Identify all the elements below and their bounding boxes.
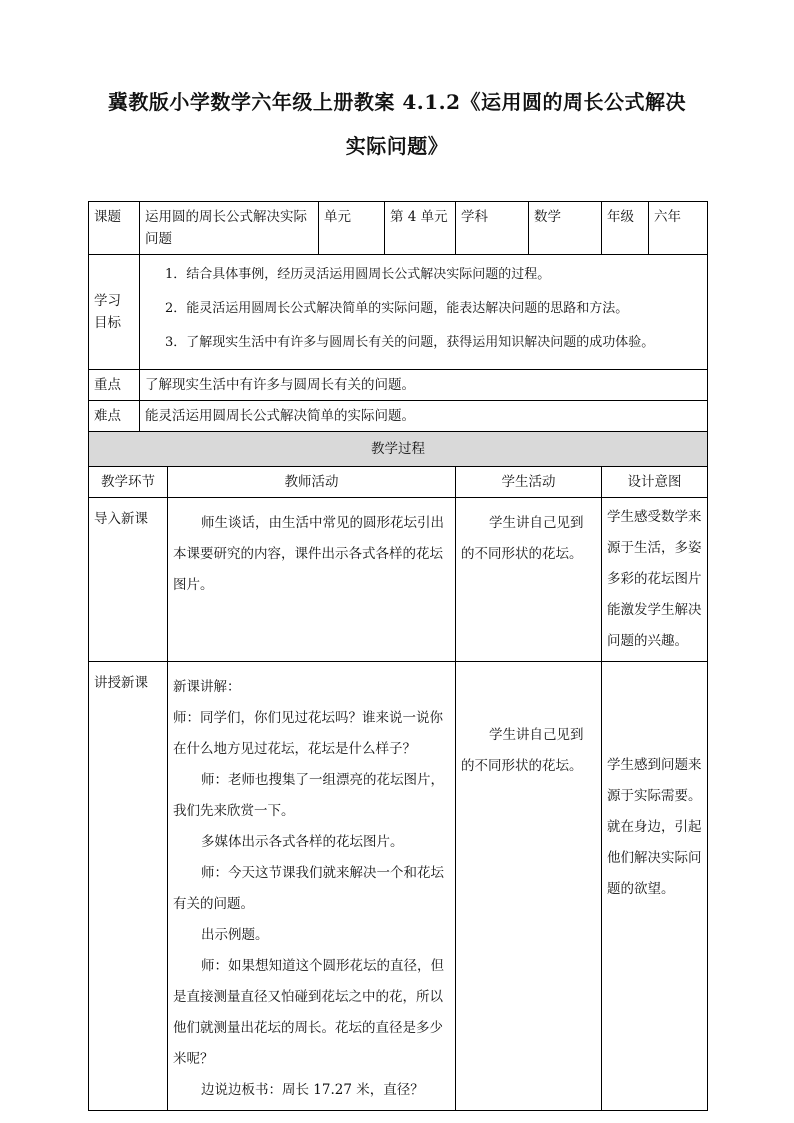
design-intent-text: 学生感受数学来源于生活，多姿多彩的花坛图片能激发学生解决问题的兴趣。 — [607, 509, 702, 649]
title-line-1: 冀教版小学数学六年级上册教案 4.1.2《运用圆的周长公式解决 — [107, 90, 687, 114]
student-activity-text: 学生讲自己见到的不同形状的花坛。 — [461, 727, 584, 774]
info-row — [89, 202, 708, 255]
teacher-paragraph: 师生谈话，由生活中常见的圆形花坛引出本课要研究的内容，课件出示各式各样的花坛图片。 — [173, 515, 444, 593]
student-activity-text: 学生讲自己见到的不同形状的花坛。 — [461, 515, 584, 562]
student-activity-new-lesson — [456, 662, 602, 1111]
stage-new-lesson: 讲授新课 — [89, 662, 168, 1111]
process-header-row — [89, 467, 708, 498]
teacher-activity-intro — [168, 498, 456, 662]
stage-intro: 导入新课 — [89, 498, 168, 662]
process-row-intro — [89, 498, 708, 662]
topic-value: 运用圆的周长公式解决实际问题 — [140, 202, 319, 255]
design-intent-text: 学生感到问题来源于实际需要。就在身边，引起他们解决实际问题的欲望。 — [607, 757, 702, 897]
subject-label: 学科 — [456, 202, 529, 255]
design-intent-new-lesson — [602, 662, 708, 1111]
goal-item-1: 1．结合具体事例，经历灵活运用圆周长公式解决实际问题的过程。 — [165, 267, 551, 282]
lesson-plan-table — [88, 201, 708, 1111]
difficulty-value: 能灵活运用圆周长公式解决简单的实际问题。 — [140, 401, 708, 432]
design-intent-intro — [602, 498, 708, 662]
unit-label: 单元 — [319, 202, 385, 255]
grade-label: 年级 — [602, 202, 649, 255]
process-heading-row — [89, 432, 708, 467]
difficulty-label: 难点 — [89, 401, 140, 432]
goal-item-3: 3．了解现实生活中有许多与圆周长有关的问题，获得运用知识解决问题的成功体验。 — [165, 335, 655, 350]
process-heading: 教学过程 — [89, 432, 708, 467]
grade-value: 六年 — [649, 202, 708, 255]
difficulty-row — [89, 401, 708, 432]
col-student-header: 学生活动 — [456, 467, 602, 498]
teacher-activity-new-lesson — [168, 662, 456, 1111]
key-point-label: 重点 — [89, 370, 140, 401]
topic-label: 课题 — [89, 202, 140, 255]
goals-label: 学习目标 — [89, 255, 140, 370]
teacher-paragraph: 出示例题。 — [201, 927, 269, 943]
col-teacher-header: 教师活动 — [168, 467, 456, 498]
process-row-new-lesson — [89, 662, 708, 1111]
key-point-value: 了解现实生活中有许多与圆周长有关的问题。 — [140, 370, 708, 401]
col-design-header: 设计意图 — [602, 467, 708, 498]
student-activity-intro — [456, 498, 602, 662]
teacher-paragraph: 多媒体出示各式各样的花坛图片。 — [201, 834, 404, 850]
teacher-paragraph: 新课讲解： — [173, 679, 241, 695]
col-stage-header: 教学环节 — [89, 467, 168, 498]
subject-value: 数学 — [529, 202, 602, 255]
key-point-row — [89, 370, 708, 401]
teacher-paragraph: 师：如果想知道这个圆形花坛的直径，但是直接测量直径又怕碰到花坛之中的花，所以他们就测量出花坛的周长。花坛的直径是多少米呢？ — [173, 958, 444, 1067]
goals-row — [89, 255, 708, 370]
teacher-paragraph: 师：今天这节课我们就来解决一个和花坛有关的问题。 — [173, 865, 444, 912]
teacher-paragraph: 师：同学们，你们见过花坛吗？谁来说一说你在什么地方见过花坛，花坛是什么样子？ — [173, 710, 443, 757]
title-line-2: 实际问题》 — [345, 134, 449, 158]
unit-value: 第 4 单元 — [385, 202, 456, 255]
goals-content — [140, 255, 708, 370]
goal-item-2: 2．能灵活运用圆周长公式解决简单的实际问题，能表达解决问题的思路和方法。 — [165, 301, 629, 316]
teacher-paragraph: 师：老师也搜集了一组漂亮的花坛图片，我们先来欣赏一下。 — [173, 772, 444, 819]
document-title — [60, 80, 734, 168]
teacher-paragraph: 边说边板书：周长 17.27 米，直径？ — [201, 1082, 424, 1098]
